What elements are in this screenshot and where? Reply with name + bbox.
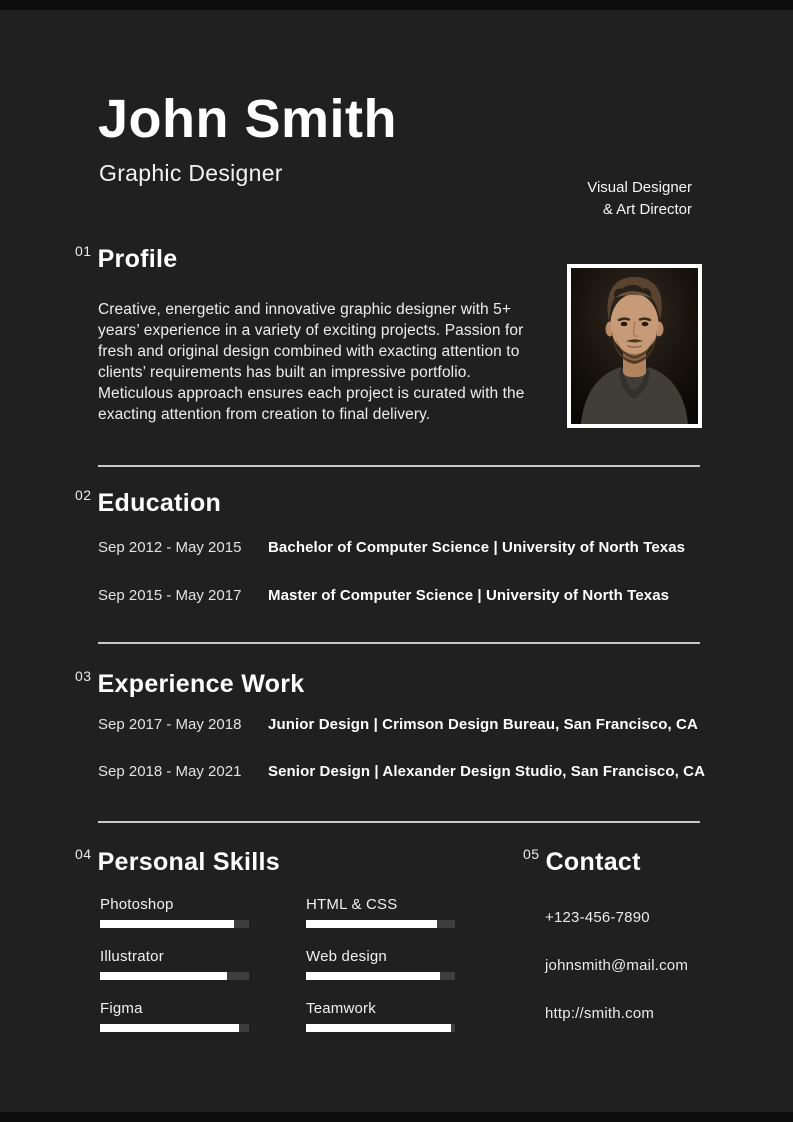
skill-label: Web design: [306, 948, 387, 965]
skill-bar-track: [100, 920, 249, 928]
experience-dates: Sep 2018 - May 2021: [98, 763, 242, 780]
skill-bar-fill: [100, 920, 234, 928]
experience-description: Senior Design | Alexander Design Studio, San Francisco, CA: [268, 763, 706, 780]
section-education-heading: [75, 487, 221, 518]
skill-entry: [306, 948, 455, 980]
skill-bar-fill: [306, 972, 440, 980]
skills-grid: [100, 896, 455, 1052]
experience-dates: Sep 2017 - May 2018: [98, 716, 242, 733]
name-heading: John Smith: [98, 89, 397, 149]
skill-bar-track: [306, 972, 455, 980]
contact-phone: +123-456-7890: [545, 909, 650, 926]
experience-row: [98, 762, 738, 781]
skill-bar-track: [306, 1024, 455, 1032]
section-number: 01: [75, 243, 92, 259]
skill-entry: [306, 896, 455, 928]
skill-bar-fill: [100, 972, 227, 980]
experience-description: Junior Design | Crimson Design Bureau, San Francisco, CA: [268, 716, 698, 733]
education-description: Master of Computer Science | University of North Texas: [268, 587, 670, 604]
skill-bar-fill: [100, 1024, 239, 1032]
skill-label: Teamwork: [306, 1000, 376, 1017]
tagline: [587, 177, 692, 221]
skill-entry: [306, 1000, 455, 1032]
section-number: 02: [75, 487, 92, 503]
tagline-line-1: Visual Designer: [587, 179, 692, 196]
section-number: 05: [523, 846, 540, 862]
contact-website[interactable]: http://smith.com: [545, 1005, 655, 1022]
skill-bar-track: [100, 972, 249, 980]
skill-bar-track: [306, 920, 455, 928]
education-row: [98, 586, 738, 605]
section-title: Contact: [545, 848, 641, 876]
section-title: Education: [97, 489, 222, 517]
section-number: 03: [75, 668, 92, 684]
resume-canvas: [0, 10, 793, 1112]
skill-entry: [100, 1000, 249, 1032]
job-title: Graphic Designer: [99, 160, 283, 186]
skill-label: HTML & CSS: [306, 896, 398, 913]
skill-bar-fill: [306, 1024, 451, 1032]
education-row: [98, 538, 738, 557]
skill-label: Figma: [100, 1000, 143, 1017]
section-number: 04: [75, 846, 92, 862]
profile-body-text: Creative, energetic and innovative graphic designer with 5+ years’ experience in a variety of exciting projects. Passion for fresh and original design combined with exacting attention to clients’ requirements has built an impressive portfolio. Meticulous approach ensures each project is curated with the exacting attention from creation to final delivery.: [98, 301, 525, 423]
skill-label: Photoshop: [100, 896, 174, 913]
skill-entry: [100, 896, 249, 928]
contact-email[interactable]: johnsmith@mail.com: [545, 957, 689, 974]
skill-entry: [100, 948, 249, 980]
section-experience-heading: [75, 668, 304, 699]
section-contact-heading: [523, 846, 641, 877]
education-dates: Sep 2015 - May 2017: [98, 587, 242, 604]
skill-bar-fill: [306, 920, 437, 928]
contact-list: [545, 909, 688, 1053]
section-title: Experience Work: [97, 670, 305, 698]
divider: [98, 465, 700, 467]
skill-label: Illustrator: [100, 948, 164, 965]
portrait-illustration: [571, 268, 698, 424]
section-title: Personal Skills: [97, 848, 280, 876]
divider: [98, 821, 700, 823]
skill-bar-track: [100, 1024, 249, 1032]
profile-photo: [567, 264, 702, 428]
section-profile-heading: [75, 243, 177, 274]
section-title: Profile: [97, 245, 178, 273]
tagline-line-2: & Art Director: [602, 201, 692, 218]
education-dates: Sep 2012 - May 2015: [98, 539, 242, 556]
education-description: Bachelor of Computer Science | University of North Texas: [268, 539, 686, 556]
skills-column: [306, 896, 455, 1052]
divider: [98, 642, 700, 644]
experience-row: [98, 715, 738, 734]
skills-column: [100, 896, 249, 1052]
section-skills-heading: [75, 846, 280, 877]
